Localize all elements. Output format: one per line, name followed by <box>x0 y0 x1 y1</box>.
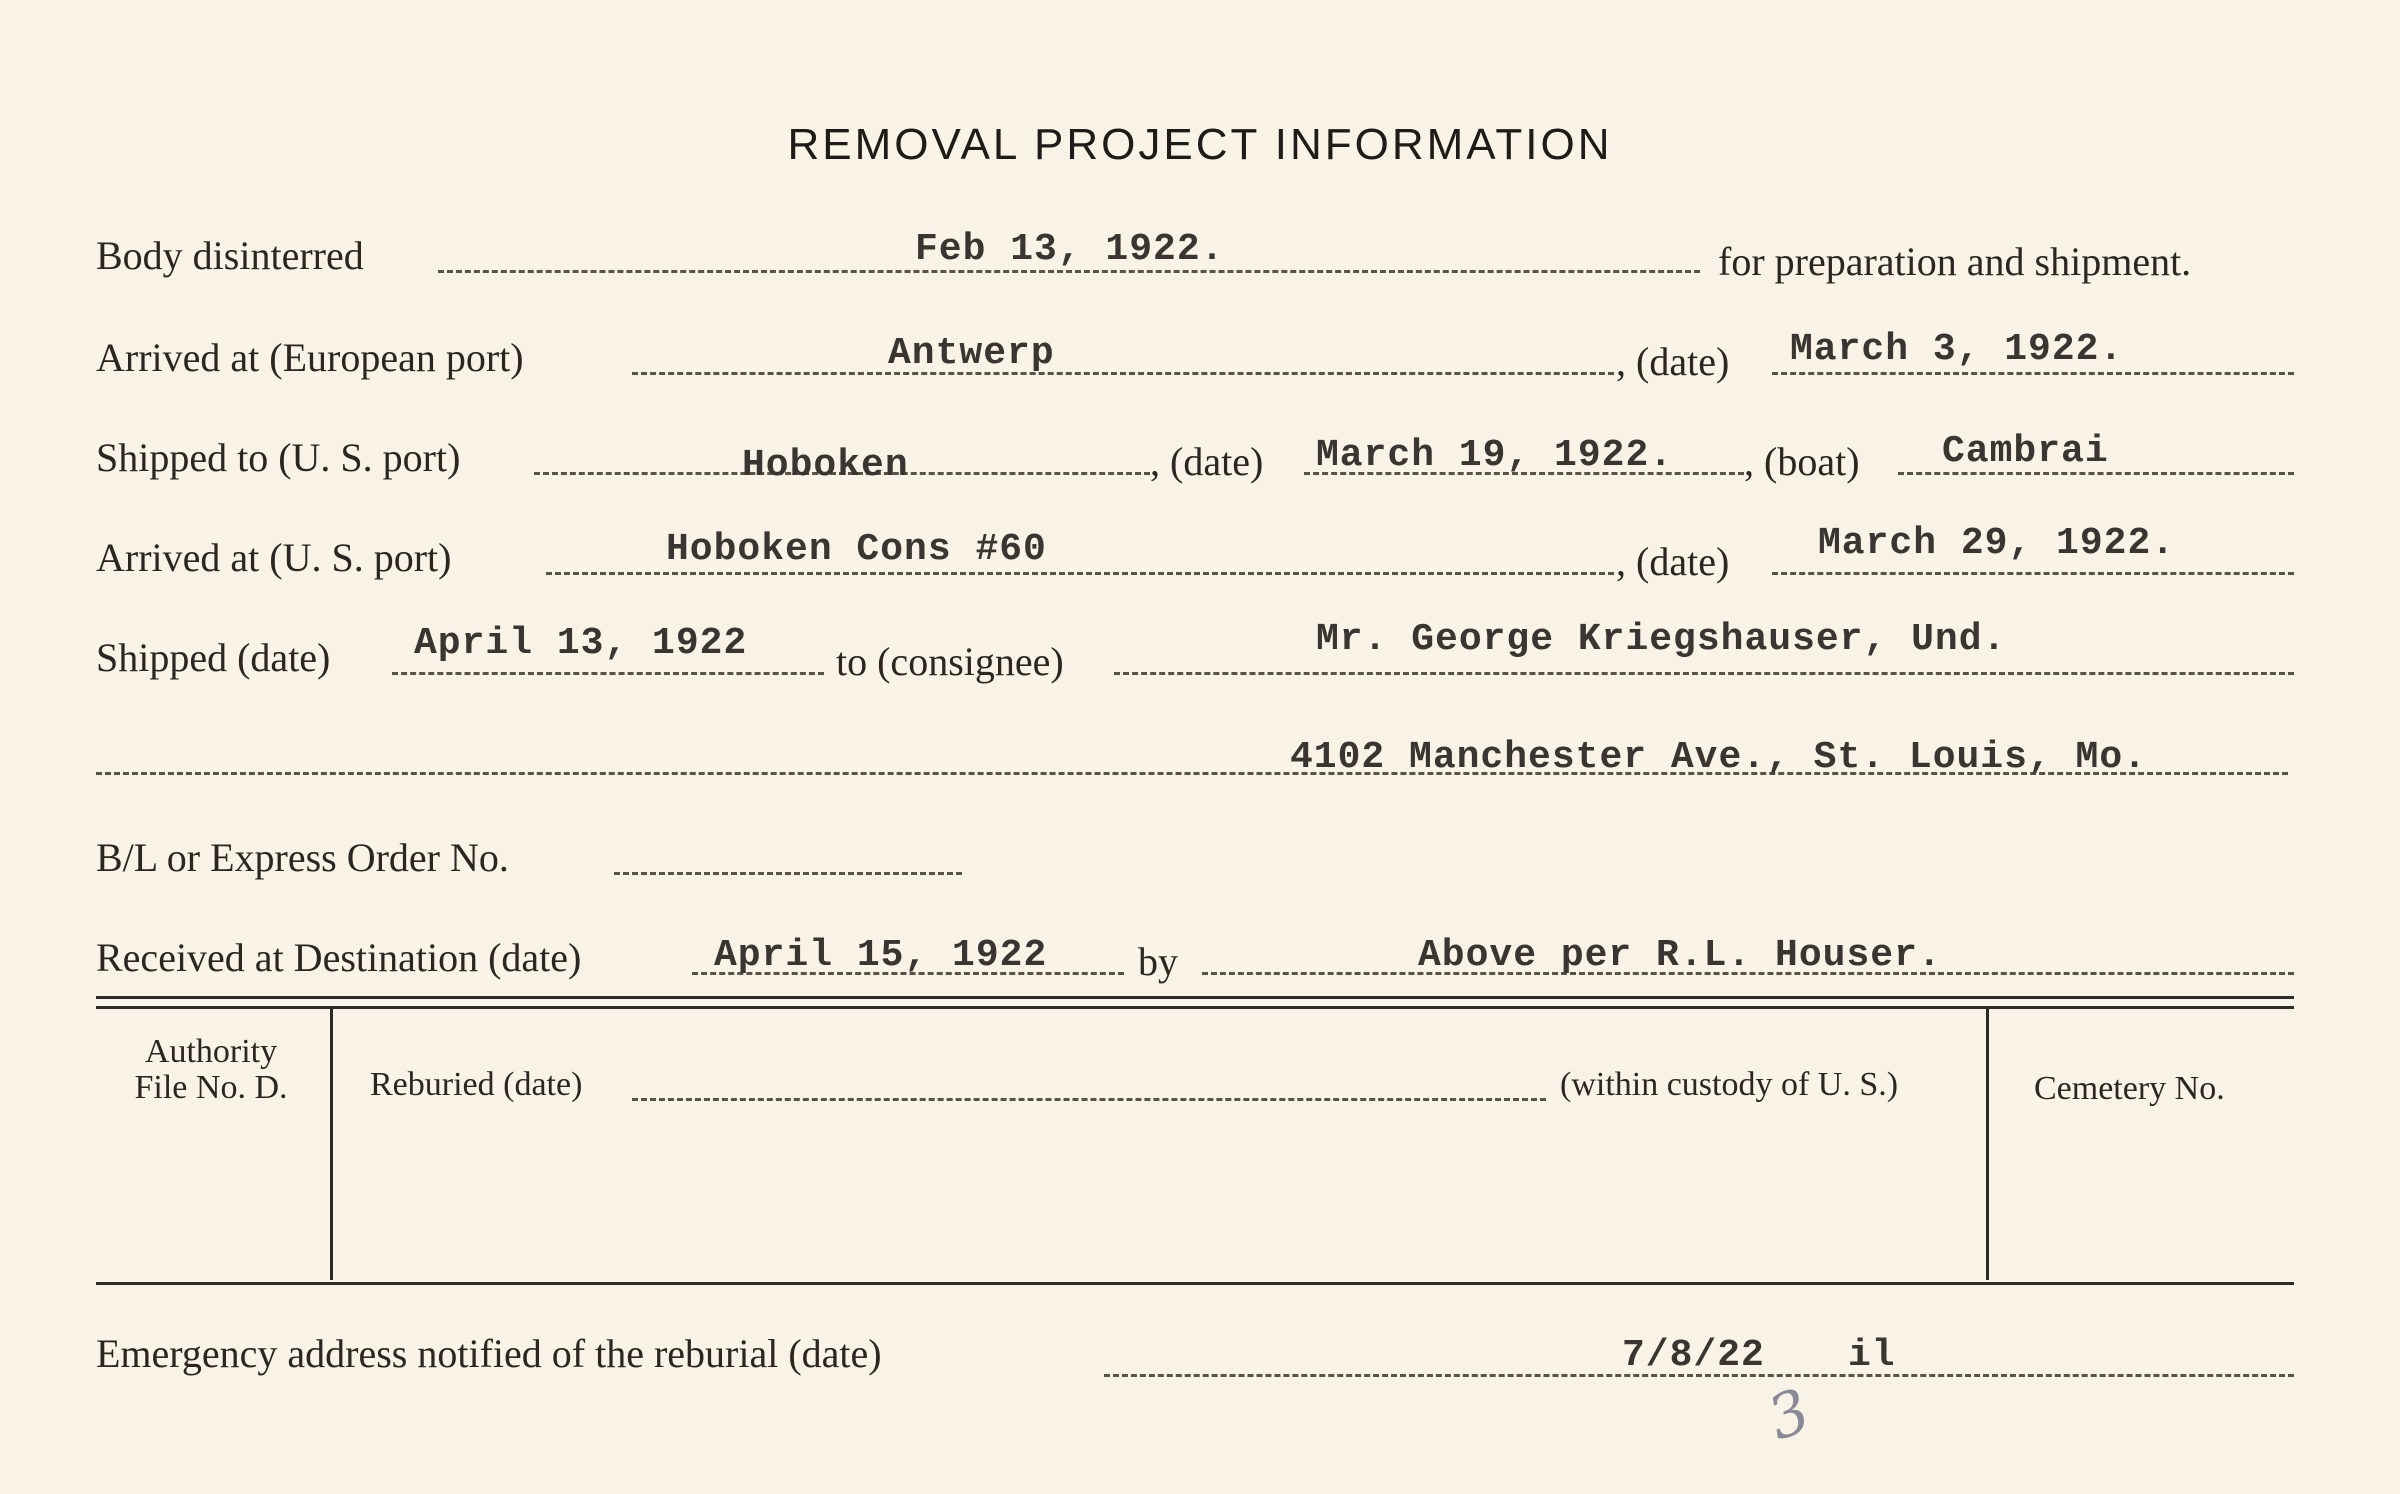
euro-port-label: Arrived at (European port) <box>96 335 524 380</box>
euro-port-value: Antwerp <box>888 332 1055 375</box>
shipped-date-value: March 19, 1922. <box>1316 434 1674 477</box>
shipped-line <box>392 672 824 675</box>
disinterred-label: Body disinterred <box>96 233 364 278</box>
us-date-line <box>1772 572 2294 575</box>
reburied-label: Reburied (date) <box>370 1066 583 1103</box>
euro-date-value: March 3, 1922. <box>1790 328 2124 371</box>
euro-date-label: , (date) <box>1616 339 1730 384</box>
table-divider-right <box>1986 1006 1989 1280</box>
received-value: April 15, 1922 <box>714 934 1048 977</box>
emergency-label: Emergency address notified of the reburial (date) <box>96 1331 882 1376</box>
authority-line1: Authority <box>144 1033 278 1070</box>
shipped-to-value: Hoboken <box>742 444 909 487</box>
page-title: REMOVAL PROJECT INFORMATION <box>787 120 1613 169</box>
received-label: Received at Destination (date) <box>96 935 582 980</box>
handwritten-mark: 3 <box>1759 1375 1820 1455</box>
shipped-label: Shipped (date) <box>96 635 331 680</box>
boat-label: , (boat) <box>1744 439 1860 484</box>
cemetery-label: Cemetery No. <box>2034 1070 2225 1107</box>
us-port-line <box>546 572 1614 575</box>
table-divider-left <box>330 1006 333 1280</box>
disinterred-value: Feb 13, 1922. <box>915 228 1225 271</box>
shipped-to-label: Shipped to (U. S. port) <box>96 435 461 480</box>
table-bottom-rule <box>96 1282 2294 1285</box>
emergency-value: 7/8/22 <box>1622 1334 1765 1377</box>
bl-line <box>614 872 962 875</box>
disinterred-suffix: for preparation and shipment. <box>1718 239 2192 284</box>
us-date-value: March 29, 1922. <box>1818 522 2176 565</box>
table-top-rule <box>96 996 2294 999</box>
authority-cell <box>96 1034 326 1106</box>
euro-date-line <box>1772 372 2294 375</box>
bl-label: B/L or Express Order No. <box>96 835 509 880</box>
shipped-date-label: , (date) <box>1150 439 1264 484</box>
consignee-label: to (consignee) <box>836 639 1064 684</box>
by-value: Above per R.L. Houser. <box>1418 934 1942 977</box>
shipped-value: April 13, 1922 <box>414 622 748 665</box>
consignee-value: Mr. George Kriegshauser, Und. <box>1316 618 2007 661</box>
us-date-label: , (date) <box>1616 539 1730 584</box>
euro-port-line <box>632 372 1614 375</box>
us-port-value: Hoboken Cons #60 <box>666 528 1047 571</box>
consignee-line <box>1114 672 2294 675</box>
table-top-rule-2 <box>96 1006 2294 1009</box>
emergency-initials: il <box>1848 1334 1896 1377</box>
boat-value: Cambrai <box>1942 430 2109 473</box>
us-port-label: Arrived at (U. S. port) <box>96 535 452 580</box>
address-value: 4102 Manchester Ave., St. Louis, Mo. <box>1290 736 2147 779</box>
reburied-line <box>632 1098 1546 1101</box>
custody-label: (within custody of U. S.) <box>1560 1066 1899 1103</box>
by-label: by <box>1138 939 1178 984</box>
authority-line2: File No. D. <box>134 1069 288 1106</box>
